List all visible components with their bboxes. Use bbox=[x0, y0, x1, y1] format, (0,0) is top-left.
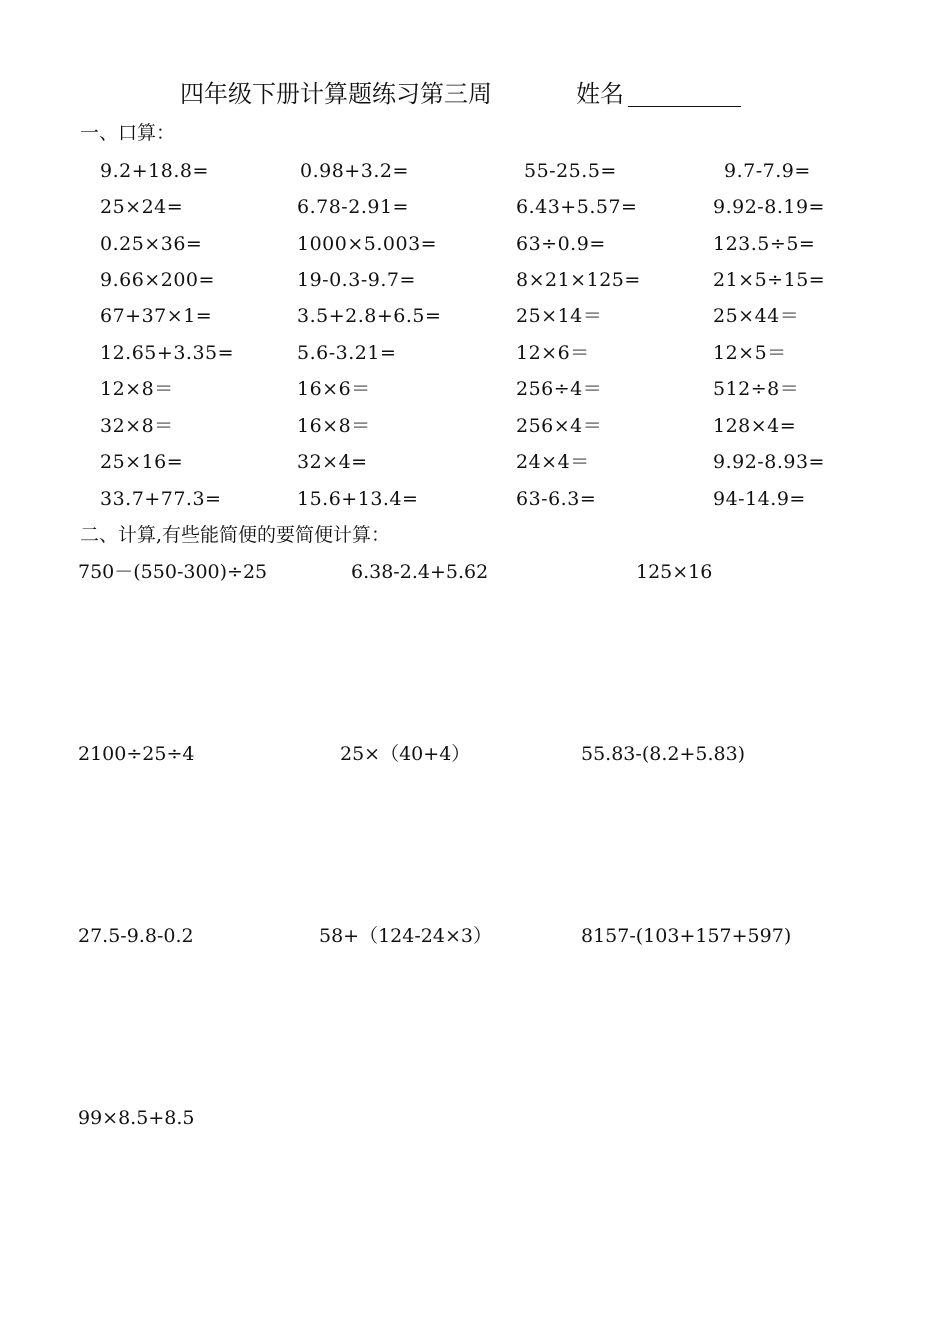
oral-problem: 256×4＝ bbox=[516, 415, 603, 437]
oral-problem: 21×5÷15= bbox=[713, 269, 826, 291]
oral-problem: 9.92-8.93= bbox=[713, 451, 825, 473]
oral-problem: 63÷0.9= bbox=[516, 233, 606, 255]
calc-problem: 58+（124-24×3） bbox=[319, 925, 492, 947]
oral-problem: 32×4= bbox=[297, 451, 368, 473]
calc-problem: 99×8.5+8.5 bbox=[78, 1107, 195, 1129]
oral-problem: 25×16= bbox=[100, 451, 184, 473]
section2-heading: 二、计算,有些能简便的要简便计算： bbox=[80, 524, 391, 546]
oral-problem: 6.78-2.91= bbox=[297, 196, 409, 218]
oral-problem: 94-14.9= bbox=[713, 488, 806, 510]
calc-problem: 750－(550-300)÷25 bbox=[78, 561, 268, 583]
oral-problem: 16×6＝ bbox=[297, 378, 371, 400]
oral-problem: 32×8＝ bbox=[100, 415, 174, 437]
worksheet-title: 四年级下册计算题练习第三周 bbox=[180, 80, 492, 108]
calc-problem: 27.5-9.8-0.2 bbox=[78, 925, 194, 947]
oral-problem: 12×8＝ bbox=[100, 378, 174, 400]
calc-problem: 25×（40+4） bbox=[340, 743, 471, 765]
oral-problem: 63-6.3= bbox=[516, 488, 597, 510]
calc-problem: 55.83-(8.2+5.83) bbox=[581, 743, 746, 765]
oral-problem: 67+37×1= bbox=[100, 305, 213, 327]
oral-problem: 512÷8＝ bbox=[713, 378, 800, 400]
calc-problem: 2100÷25÷4 bbox=[78, 743, 195, 765]
oral-problem: 55-25.5= bbox=[524, 160, 617, 182]
calc-problem: 125×16 bbox=[636, 561, 713, 583]
oral-problem: 6.43+5.57= bbox=[516, 196, 638, 218]
oral-problem: 0.98+3.2= bbox=[300, 160, 409, 182]
oral-problem: 9.92-8.19= bbox=[713, 196, 825, 218]
oral-problem: 12×5＝ bbox=[713, 342, 787, 364]
oral-problem: 16×8＝ bbox=[297, 415, 371, 437]
calc-problem: 6.38-2.4+5.62 bbox=[351, 561, 489, 583]
oral-problem: 128×4= bbox=[713, 415, 797, 437]
oral-problem: 33.7+77.3= bbox=[100, 488, 222, 510]
oral-problem: 9.2+18.8= bbox=[100, 160, 209, 182]
oral-problem: 256÷4＝ bbox=[516, 378, 603, 400]
oral-problem: 9.7-7.9= bbox=[724, 160, 811, 182]
oral-problem: 12×6＝ bbox=[516, 342, 590, 364]
oral-problem: 8×21×125= bbox=[516, 269, 641, 291]
oral-problem: 24×4＝ bbox=[516, 451, 590, 473]
oral-problem: 25×24= bbox=[100, 196, 184, 218]
oral-problem: 15.6+13.4= bbox=[297, 488, 419, 510]
oral-problem: 19-0.3-9.7= bbox=[297, 269, 416, 291]
oral-problem: 25×14＝ bbox=[516, 305, 603, 327]
oral-problem: 5.6-3.21= bbox=[297, 342, 397, 364]
oral-problem: 12.65+3.35= bbox=[100, 342, 235, 364]
oral-problem: 123.5÷5= bbox=[713, 233, 816, 255]
oral-problem: 3.5+2.8+6.5= bbox=[297, 305, 442, 327]
oral-problem: 9.66×200= bbox=[100, 269, 215, 291]
oral-problem: 1000×5.003= bbox=[297, 233, 438, 255]
name-blank-line[interactable] bbox=[628, 106, 741, 107]
section1-heading: 一、口算： bbox=[80, 122, 176, 144]
name-label: 姓名 bbox=[576, 80, 624, 108]
oral-problem: 25×44＝ bbox=[713, 305, 800, 327]
calc-problem: 8157-(103+157+597) bbox=[581, 925, 792, 947]
oral-problem: 0.25×36= bbox=[100, 233, 203, 255]
